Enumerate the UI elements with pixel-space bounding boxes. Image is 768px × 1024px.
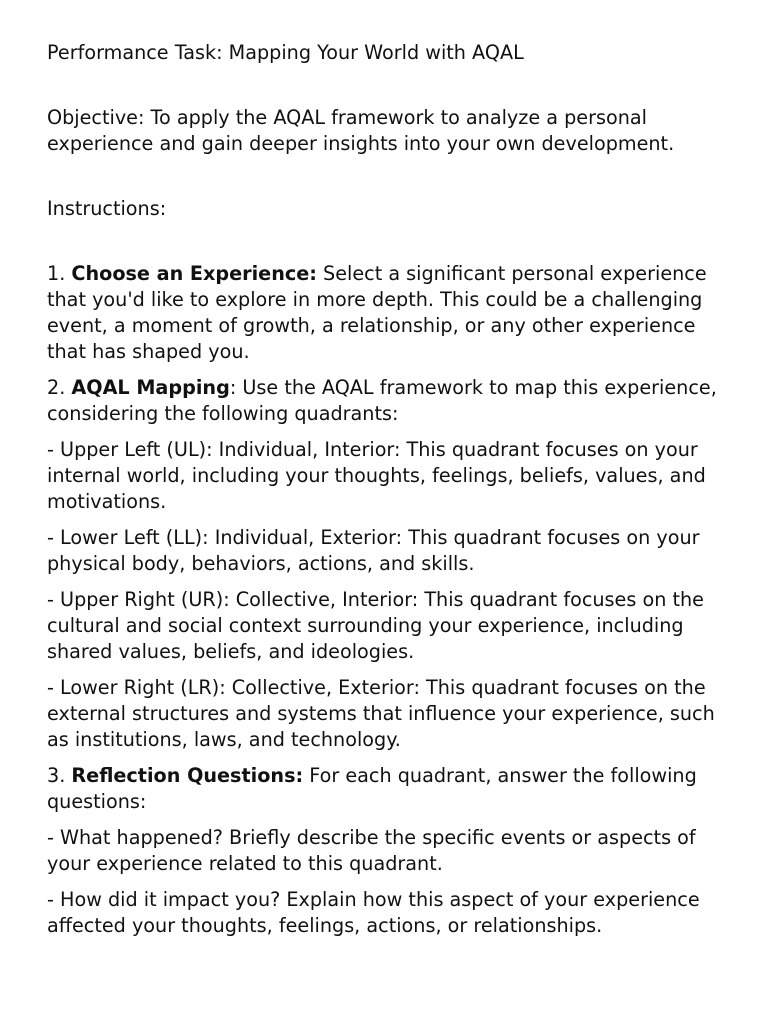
- step-heading: Choose an Experience:: [71, 262, 317, 285]
- step-text: For each quadrant, answer the following questions:: [47, 764, 697, 813]
- quadrant-lower-right: - Lower Right (LR): Collective, Exterior: This quadrant focuses on the external structures and systems that influence your experience, such as institutions, laws, and technology.: [47, 676, 715, 751]
- step-number: 2.: [47, 376, 72, 399]
- quadrant-lower-left: - Lower Left (LL): Individual, Exterior: This quadrant focuses on your physical body, behaviors, actions, and skills.: [47, 526, 700, 575]
- quadrant-upper-left: - Upper Left (UL): Individual, Interior: This quadrant focuses on your internal world, including your thoughts, feelings, beliefs, values, and motivations.: [47, 438, 706, 513]
- question-what-happened: - What happened? Briefly describe the specific events or aspects of your experience related to this quadrant.: [47, 826, 696, 875]
- step-number: 1.: [47, 262, 72, 285]
- quadrant-upper-right: - Upper Right (UR): Collective, Interior: This quadrant focuses on the cultural and social context surrounding your experience, including shared values, beliefs, and ideologies.: [47, 588, 704, 663]
- step-reflection-questions: [47, 763, 737, 815]
- objective-paragraph: Objective: To apply the AQAL framework to analyze a personal experience and gain deeper insights into your own development.: [47, 106, 675, 155]
- step-number: 3.: [47, 764, 72, 787]
- step-choose-experience: [47, 261, 737, 365]
- document-title: Performance Task: Mapping Your World with AQAL: [47, 41, 524, 64]
- step-heading: Reflection Questions:: [71, 764, 304, 787]
- step-heading: AQAL Mapping: [71, 376, 230, 399]
- question-impact: - How did it impact you? Explain how this aspect of your experience affected your thoughts, feelings, actions, or relationships.: [47, 888, 700, 937]
- step-text: : Use the AQAL framework to map this experience, considering the following quadrants:: [47, 376, 717, 425]
- step-aqal-mapping: [47, 375, 737, 427]
- document-page: [47, 40, 737, 949]
- step-text: Select a significant personal experience that you'd like to explore in more depth. This could be a challenging event, a moment of growth, a relationship, or any other experience that has shaped you.: [47, 262, 707, 363]
- instructions-heading: Instructions:: [47, 197, 167, 220]
